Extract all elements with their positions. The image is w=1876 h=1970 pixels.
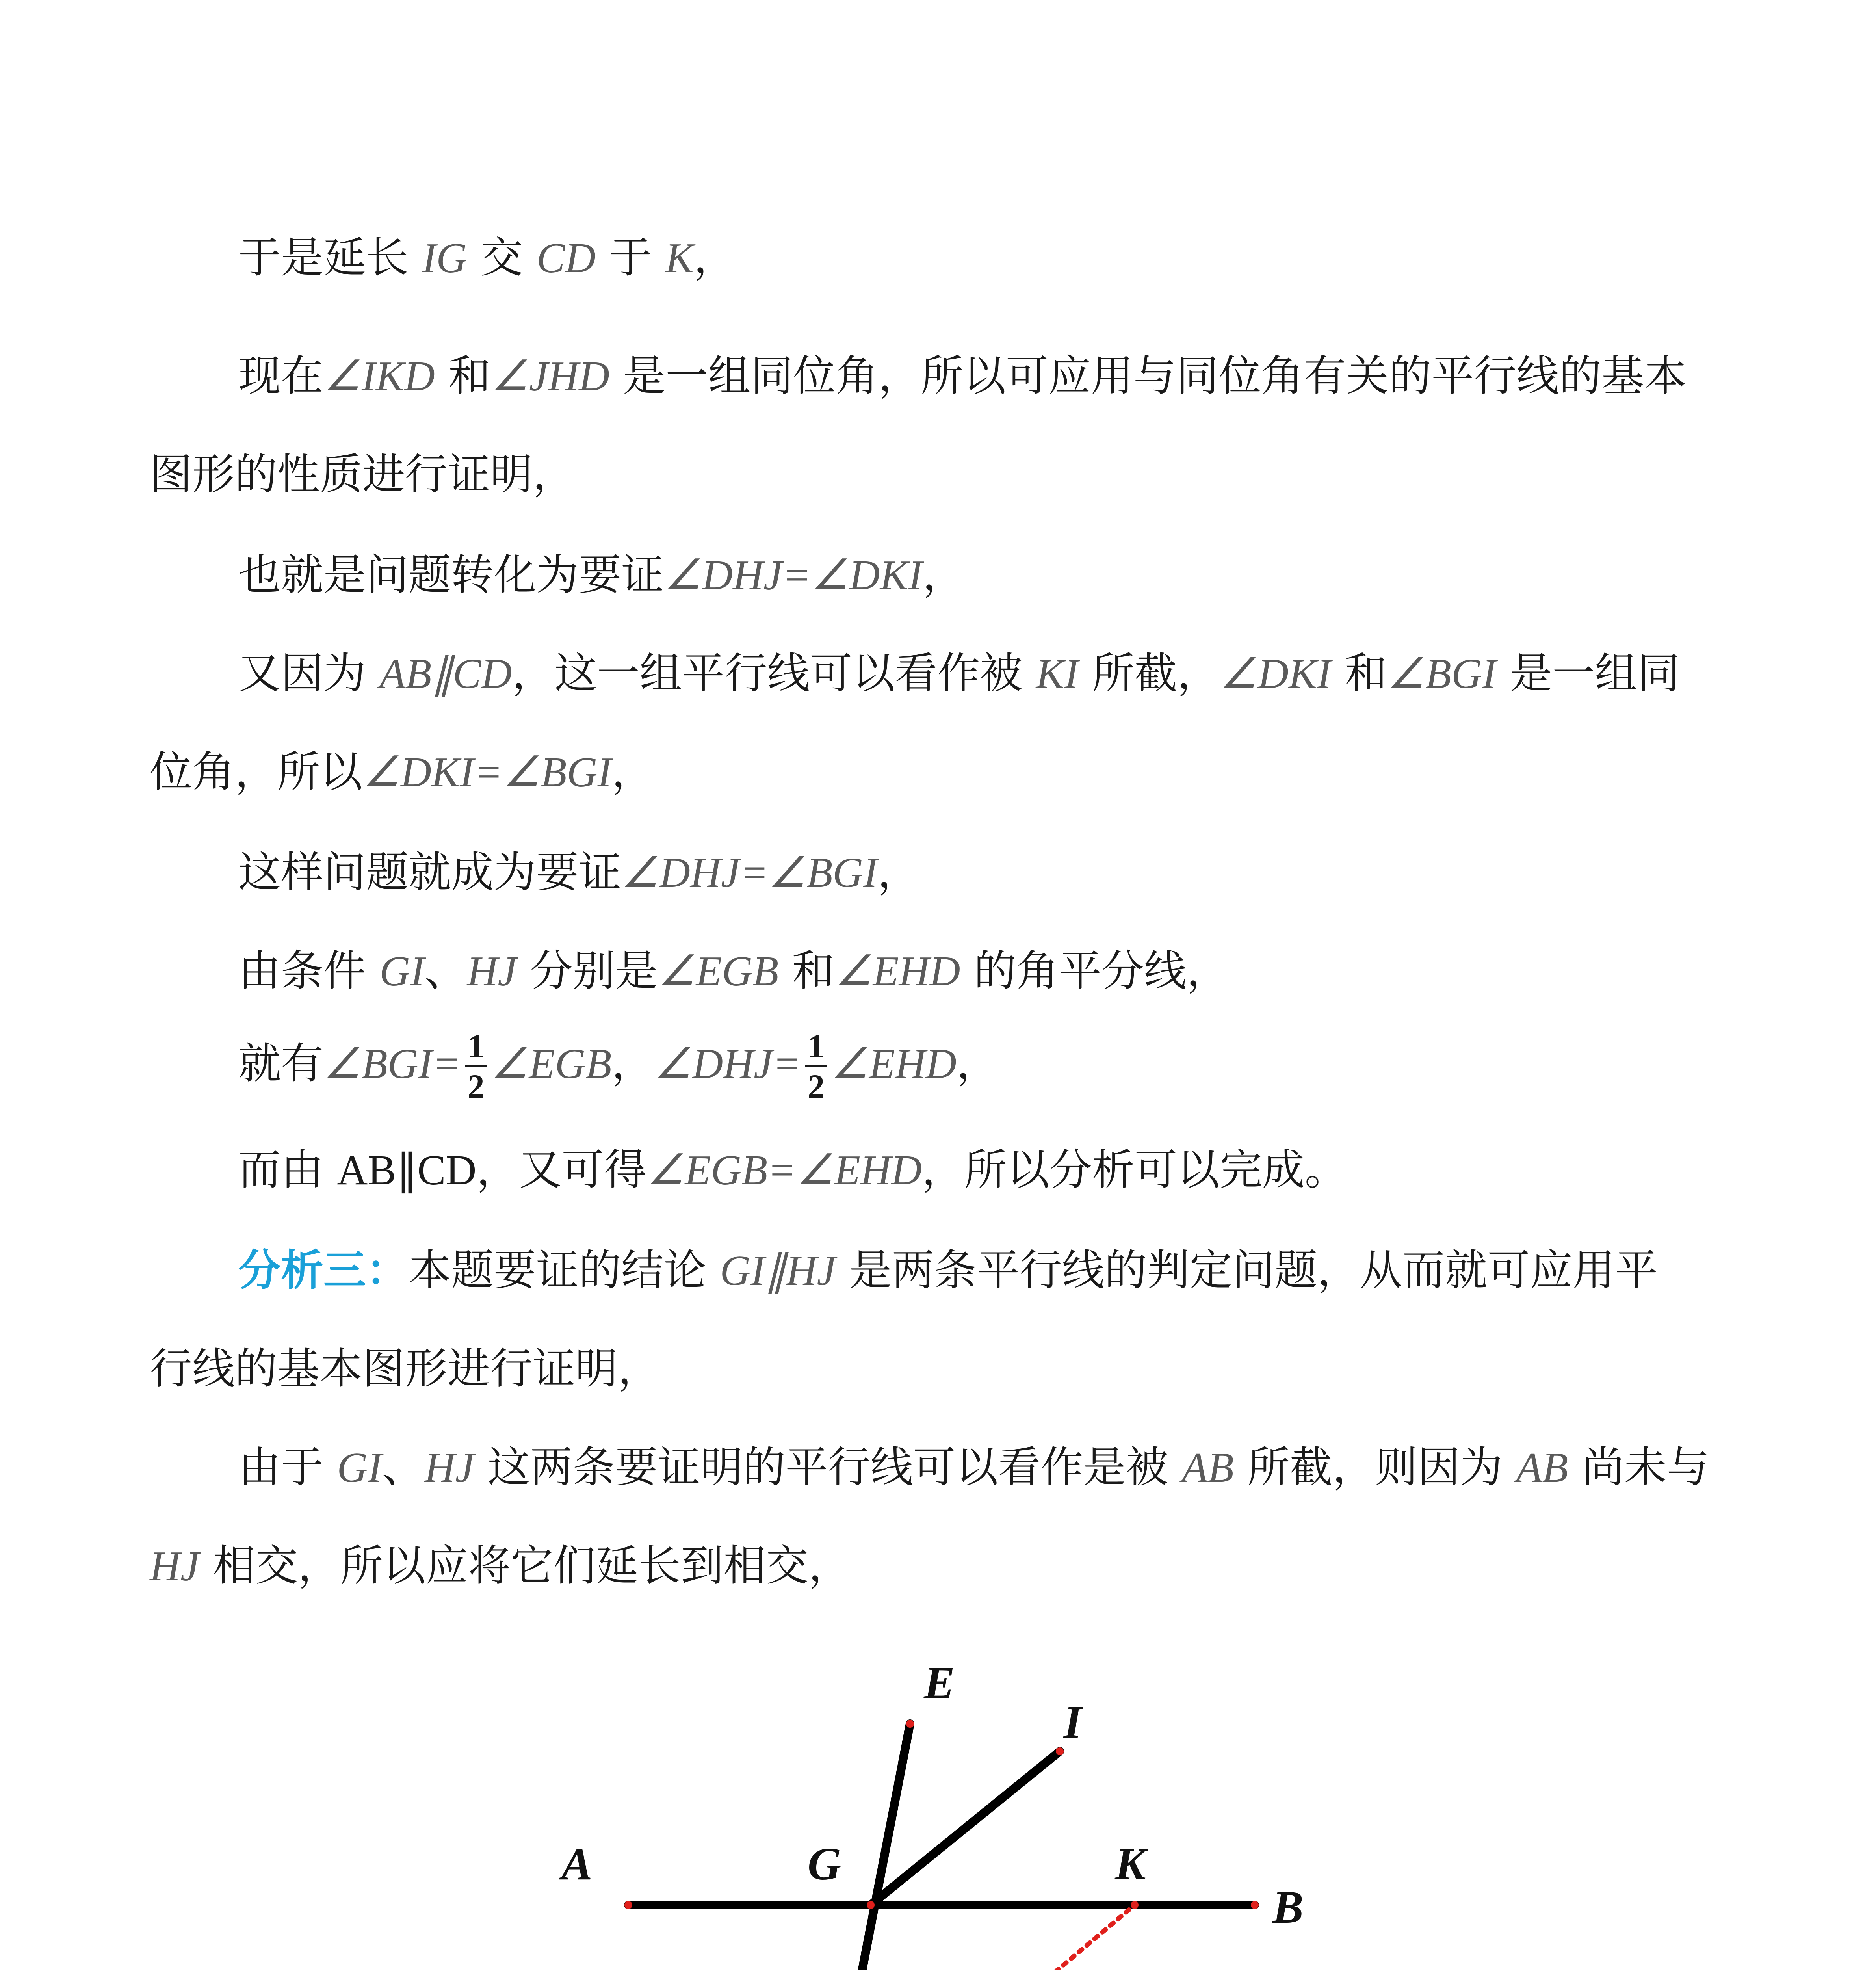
text-line-14: HJ 相交，所以应将它们延长到相交， (150, 1541, 851, 1591)
point-i (1056, 1747, 1064, 1755)
text-line-1: 于是延长 IG 交 CD 于 K， (238, 233, 736, 282)
text-line-8: 由条件 GI、HJ 分别是∠EGB 和∠EHD 的角平分线， (238, 946, 1229, 996)
label-k: K (1115, 1838, 1146, 1890)
fraction-half-1: $\frac{1}{2}$ (465, 1027, 487, 1105)
point-a (624, 1901, 632, 1909)
label-a: A (561, 1838, 593, 1890)
text-line-3: 图形的性质进行证明， (150, 450, 576, 499)
analysis-heading: 分析三： (238, 1246, 409, 1295)
text-line-6: 位角，所以∠DKI=∠BGI， (150, 747, 654, 797)
text-line-5: 又因为 AB∥CD，这一组平行线可以看作被 KI 所截，∠DKI 和∠BGI 是一组同 (238, 649, 1680, 698)
point-b (1251, 1901, 1259, 1909)
fraction-half-2: $\frac{1}{2}$ (805, 1027, 827, 1105)
label-i: I (1064, 1696, 1082, 1748)
label-e: E (924, 1657, 955, 1708)
text-line-9: 就有∠BGI= $\frac{1}{2}$ ∠EGB，∠DHJ= $\frac{1}{2}$ ∠EHD， (238, 1027, 999, 1106)
text-line-4: 也就是问题转化为要证∠DHJ=∠DKI， (238, 550, 965, 600)
text-line-7: 这样问题就成为要证∠DHJ=∠BGI， (238, 848, 920, 897)
label-b: B (1272, 1881, 1304, 1933)
point-k (1131, 1901, 1139, 1909)
label-g: G (808, 1838, 841, 1890)
point-e (906, 1720, 914, 1728)
text-line-13: 由于 GI、HJ 这两条要证明的平行线可以看作是被 AB 所截，则因为 AB 尚未与 (238, 1443, 1709, 1492)
text-line-10: 而由 AB∥CD，又可得∠EGB=∠EHD，所以分析可以完成。 (238, 1145, 1347, 1195)
dashed-line-jk (1009, 1905, 1135, 1970)
text-line-12: 行线的基本图形进行证明， (150, 1344, 661, 1394)
text-line-2: 现在∠IKD 和∠JHD 是一组同位角，所以可应用与同位角有关的平行线的基本 (238, 351, 1687, 401)
point-g (867, 1901, 875, 1909)
text-line-11: 分析三：本题要证的结论 GI∥HJ 是两条平行线的判定问题，从而就可应用平 (238, 1246, 1658, 1295)
